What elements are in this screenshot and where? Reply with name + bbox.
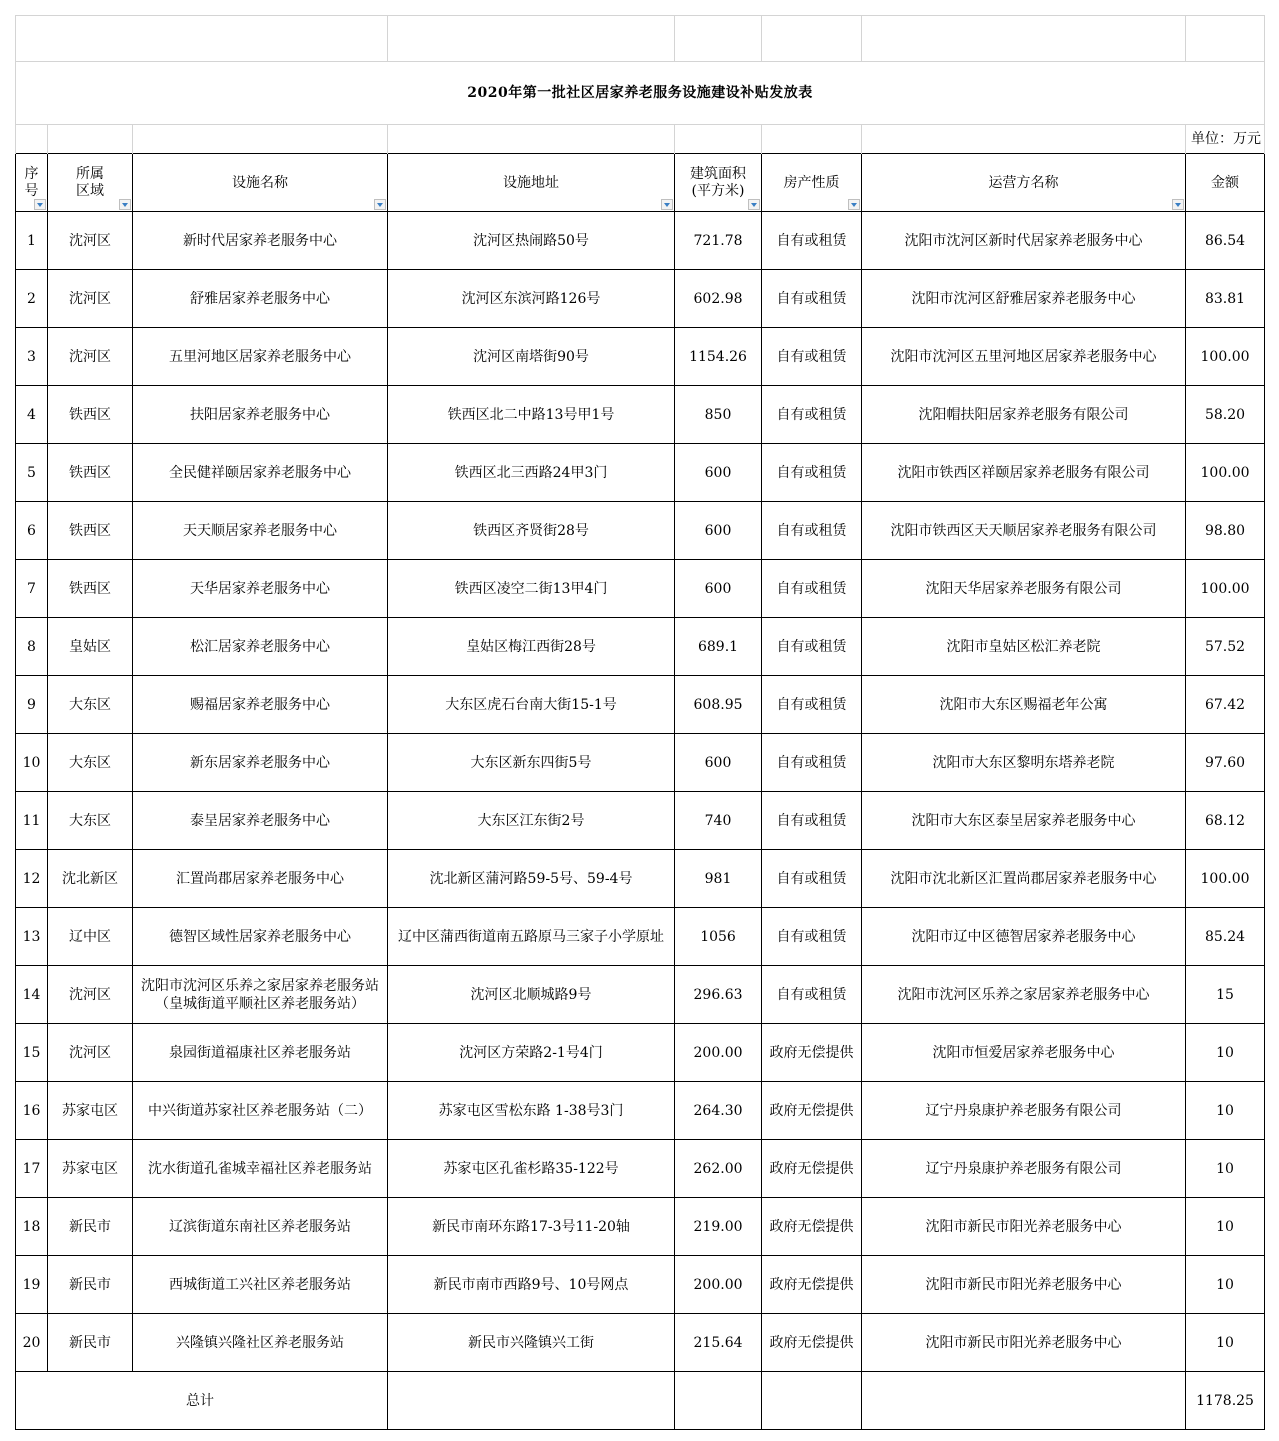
cell-district[interactable]: 铁西区 (48, 444, 133, 502)
cell-address[interactable]: 大东区虎石台南大街15-1号 (388, 676, 675, 734)
header-area-line1: 建筑面积 (690, 165, 747, 182)
cell-property[interactable]: 自有或租赁 (762, 618, 862, 676)
cell-district[interactable]: 新民市 (48, 1314, 133, 1372)
empty-cell[interactable] (675, 16, 762, 62)
cell-facility-name[interactable]: 兴隆镇兴隆社区养老服务站 (133, 1314, 388, 1372)
cell-district[interactable]: 辽中区 (48, 908, 133, 966)
header-district-line2: 区域 (76, 182, 104, 199)
unit-row (16, 125, 1265, 154)
cell-operator[interactable]: 沈阳市沈河区舒雅居家养老服务中心 (862, 270, 1186, 328)
empty-cell[interactable] (762, 16, 862, 62)
cell-no[interactable]: 13 (16, 908, 48, 966)
cell-area[interactable]: 600 (675, 734, 762, 792)
cell-property[interactable]: 自有或租赁 (762, 908, 862, 966)
cell-district[interactable]: 大东区 (48, 734, 133, 792)
filter-dropdown-icon[interactable] (1172, 199, 1184, 210)
cell-area[interactable]: 262.00 (675, 1140, 762, 1198)
cell-operator[interactable]: 沈阳市大东区泰呈居家养老服务中心 (862, 792, 1186, 850)
empty-cell[interactable] (675, 125, 762, 154)
cell-amount[interactable]: 10 (1186, 1140, 1265, 1198)
cell-no[interactable]: 6 (16, 502, 48, 560)
cell-no[interactable]: 10 (16, 734, 48, 792)
cell-amount[interactable]: 10 (1186, 1314, 1265, 1372)
cell-district[interactable]: 沈河区 (48, 966, 133, 1024)
table-row (16, 444, 1265, 502)
cell-area[interactable]: 600 (675, 560, 762, 618)
empty-cell[interactable] (862, 1372, 1186, 1430)
cell-no[interactable]: 7 (16, 560, 48, 618)
cell-amount[interactable]: 57.52 (1186, 618, 1265, 676)
cell-address[interactable]: 大东区新东四街5号 (388, 734, 675, 792)
filter-dropdown-icon[interactable] (748, 199, 760, 210)
cell-amount[interactable]: 86.54 (1186, 212, 1265, 270)
cell-facility-name[interactable]: 辽滨街道东南社区养老服务站 (133, 1198, 388, 1256)
header-operator[interactable] (862, 154, 1186, 212)
empty-cell[interactable] (1186, 16, 1265, 62)
table-row (16, 212, 1265, 270)
cell-facility-name[interactable]: 泰呈居家养老服务中心 (133, 792, 388, 850)
cell-no[interactable]: 9 (16, 676, 48, 734)
header-district[interactable] (48, 154, 133, 212)
cell-area[interactable]: 600 (675, 444, 762, 502)
header-address[interactable] (388, 154, 675, 212)
header-name[interactable] (133, 154, 388, 212)
table-row (16, 560, 1265, 618)
cell-operator[interactable]: 辽宁丹泉康护养老服务有限公司 (862, 1082, 1186, 1140)
cell-property[interactable]: 自有或租赁 (762, 444, 862, 502)
cell-operator[interactable]: 沈阳市辽中区德智居家养老服务中心 (862, 908, 1186, 966)
cell-district[interactable]: 沈河区 (48, 1024, 133, 1082)
cell-no[interactable]: 4 (16, 386, 48, 444)
cell-district[interactable]: 大东区 (48, 792, 133, 850)
cell-facility-name[interactable]: 天华居家养老服务中心 (133, 560, 388, 618)
table-row (16, 850, 1265, 908)
header-no[interactable] (16, 154, 48, 212)
cell-address[interactable]: 新民市南市西路9号、10号网点 (388, 1256, 675, 1314)
empty-cell[interactable] (862, 125, 1186, 154)
table-row (16, 908, 1265, 966)
cell-facility-name[interactable]: 中兴街道苏家社区养老服务站（二） (133, 1082, 388, 1140)
cell-address[interactable]: 沈河区南塔街90号 (388, 328, 675, 386)
table-row (16, 1314, 1265, 1372)
cell-address[interactable]: 苏家屯区雪松东路 1-38号3门 (388, 1082, 675, 1140)
cell-address[interactable]: 沈北新区蒲河路59-5号、59-4号 (388, 850, 675, 908)
filter-dropdown-icon[interactable] (34, 199, 46, 210)
header-area-line2: (平方米) (691, 182, 745, 199)
cell-no[interactable]: 11 (16, 792, 48, 850)
cell-area[interactable]: 981 (675, 850, 762, 908)
cell-area[interactable]: 219.00 (675, 1198, 762, 1256)
total-label[interactable]: 总计 (16, 1372, 388, 1430)
cell-operator[interactable]: 沈阳市铁西区祥颐居家养老服务有限公司 (862, 444, 1186, 502)
header-property-label: 房产性质 (783, 174, 840, 191)
cell-facility-name[interactable]: 德智区域性居家养老服务中心 (133, 908, 388, 966)
cell-address[interactable]: 铁西区齐贤街28号 (388, 502, 675, 560)
cell-operator[interactable]: 沈阳市沈河区五里河地区居家养老服务中心 (862, 328, 1186, 386)
header-name-label: 设施名称 (232, 174, 288, 191)
header-no-line2: 号 (24, 182, 39, 199)
cell-area[interactable]: 600 (675, 502, 762, 560)
cell-operator[interactable]: 沈阳市大东区黎明东塔养老院 (862, 734, 1186, 792)
cell-no[interactable]: 1 (16, 212, 48, 270)
cell-facility-name[interactable]: 舒雅居家养老服务中心 (133, 270, 388, 328)
cell-address[interactable]: 皇姑区梅江西街28号 (388, 618, 675, 676)
cell-facility-name[interactable]: 扶阳居家养老服务中心 (133, 386, 388, 444)
cell-facility-name[interactable]: 泉园街道福康社区养老服务站 (133, 1024, 388, 1082)
cell-facility-name[interactable]: 新时代居家养老服务中心 (133, 212, 388, 270)
cell-no[interactable]: 16 (16, 1082, 48, 1140)
cell-no[interactable]: 14 (16, 966, 48, 1024)
cell-amount[interactable]: 83.81 (1186, 270, 1265, 328)
title-row (16, 62, 1265, 125)
cell-property[interactable]: 自有或租赁 (762, 734, 862, 792)
empty-cell[interactable] (16, 16, 388, 62)
empty-cell[interactable] (762, 1372, 862, 1430)
cell-no[interactable]: 2 (16, 270, 48, 328)
cell-no[interactable]: 5 (16, 444, 48, 502)
cell-district[interactable]: 铁西区 (48, 386, 133, 444)
cell-property[interactable]: 自有或租赁 (762, 212, 862, 270)
cell-facility-name[interactable]: 松汇居家养老服务中心 (133, 618, 388, 676)
total-amount[interactable]: 1178.25 (1186, 1372, 1265, 1430)
table-row (16, 1140, 1265, 1198)
cell-property[interactable]: 政府无偿提供 (762, 1082, 862, 1140)
cell-amount[interactable]: 10 (1186, 1198, 1265, 1256)
cell-area[interactable]: 296.63 (675, 966, 762, 1024)
table-row (16, 328, 1265, 386)
cell-no[interactable]: 19 (16, 1256, 48, 1314)
cell-operator[interactable]: 沈阳市新民市阳光养老服务中心 (862, 1256, 1186, 1314)
cell-area[interactable]: 200.00 (675, 1256, 762, 1314)
cell-district[interactable]: 铁西区 (48, 560, 133, 618)
filter-dropdown-icon[interactable] (848, 199, 860, 210)
empty-top-row (16, 16, 1265, 62)
cell-property[interactable]: 自有或租赁 (762, 502, 862, 560)
cell-facility-name[interactable]: 五里河地区居家养老服务中心 (133, 328, 388, 386)
empty-cell[interactable] (388, 125, 675, 154)
cell-area[interactable]: 1056 (675, 908, 762, 966)
header-district-line1: 所属 (76, 165, 104, 182)
filter-dropdown-icon[interactable] (374, 199, 386, 210)
cell-district[interactable]: 沈河区 (48, 270, 133, 328)
filter-dropdown-icon[interactable] (119, 199, 131, 210)
table-row (16, 792, 1265, 850)
cell-area[interactable]: 215.64 (675, 1314, 762, 1372)
cell-amount[interactable]: 10 (1186, 1256, 1265, 1314)
cell-no[interactable]: 20 (16, 1314, 48, 1372)
cell-amount[interactable]: 100.00 (1186, 328, 1265, 386)
cell-property[interactable]: 自有或租赁 (762, 386, 862, 444)
cell-district[interactable]: 沈河区 (48, 328, 133, 386)
filter-dropdown-icon[interactable] (661, 199, 673, 210)
cell-property[interactable]: 自有或租赁 (762, 792, 862, 850)
cell-address[interactable]: 沈河区热闹路50号 (388, 212, 675, 270)
cell-operator[interactable]: 沈阳市大东区赐福老年公寓 (862, 676, 1186, 734)
cell-operator[interactable]: 沈阳天华居家养老服务有限公司 (862, 560, 1186, 618)
header-property[interactable] (762, 154, 862, 212)
cell-property[interactable]: 自有或租赁 (762, 966, 862, 1024)
cell-no[interactable]: 15 (16, 1024, 48, 1082)
cell-amount[interactable]: 100.00 (1186, 444, 1265, 502)
empty-cell[interactable] (675, 1372, 762, 1430)
header-address-label: 设施地址 (503, 174, 560, 191)
table-row (16, 1256, 1265, 1314)
cell-operator[interactable]: 沈阳市新民市阳光养老服务中心 (862, 1314, 1186, 1372)
cell-operator[interactable]: 沈阳市新民市阳光养老服务中心 (862, 1198, 1186, 1256)
cell-property[interactable]: 政府无偿提供 (762, 1024, 862, 1082)
cell-property[interactable]: 自有或租赁 (762, 328, 862, 386)
cell-property[interactable]: 自有或租赁 (762, 850, 862, 908)
cell-amount[interactable]: 97.60 (1186, 734, 1265, 792)
cell-facility-name[interactable]: 西城街道工兴社区养老服务站 (133, 1256, 388, 1314)
cell-property[interactable]: 政府无偿提供 (762, 1140, 862, 1198)
cell-district[interactable]: 沈北新区 (48, 850, 133, 908)
empty-cell[interactable] (48, 125, 133, 154)
cell-amount[interactable]: 67.42 (1186, 676, 1265, 734)
cell-property[interactable]: 政府无偿提供 (762, 1198, 862, 1256)
cell-facility-name[interactable]: 新东居家养老服务中心 (133, 734, 388, 792)
cell-property[interactable]: 政府无偿提供 (762, 1314, 862, 1372)
cell-amount[interactable]: 68.12 (1186, 792, 1265, 850)
cell-amount[interactable]: 98.80 (1186, 502, 1265, 560)
cell-address[interactable]: 大东区江东街2号 (388, 792, 675, 850)
cell-amount[interactable]: 100.00 (1186, 850, 1265, 908)
cell-amount[interactable]: 58.20 (1186, 386, 1265, 444)
cell-amount[interactable]: 100.00 (1186, 560, 1265, 618)
table-row (16, 966, 1265, 1024)
cell-district[interactable]: 大东区 (48, 676, 133, 734)
subsidy-table (15, 15, 1265, 1430)
cell-operator[interactable]: 沈阳市沈河区乐养之家居家养老服务中心 (862, 966, 1186, 1024)
cell-amount[interactable]: 10 (1186, 1024, 1265, 1082)
cell-property[interactable]: 自有或租赁 (762, 676, 862, 734)
cell-facility-name[interactable]: 天天顺居家养老服务中心 (133, 502, 388, 560)
table-row (16, 1198, 1265, 1256)
cell-operator[interactable]: 沈阳帽扶阳居家养老服务有限公司 (862, 386, 1186, 444)
table-row (16, 676, 1265, 734)
header-operator-label: 运营方名称 (988, 174, 1059, 191)
unit-label[interactable]: 单位：万元 (1186, 125, 1265, 154)
cell-address[interactable]: 铁西区凌空二街13甲4门 (388, 560, 675, 618)
cell-facility-name[interactable]: 沈水街道孔雀城幸福社区养老服务站 (133, 1140, 388, 1198)
cell-facility-name[interactable]: 赐福居家养老服务中心 (133, 676, 388, 734)
cell-address[interactable]: 沈河区东滨河路126号 (388, 270, 675, 328)
table-row (16, 386, 1265, 444)
cell-operator[interactable]: 沈阳市沈河区新时代居家养老服务中心 (862, 212, 1186, 270)
cell-address[interactable]: 新民市南环东路17-3号11-20轴 (388, 1198, 675, 1256)
cell-no[interactable]: 12 (16, 850, 48, 908)
cell-amount[interactable]: 85.24 (1186, 908, 1265, 966)
cell-district[interactable]: 皇姑区 (48, 618, 133, 676)
cell-operator[interactable]: 沈阳市恒爱居家养老服务中心 (862, 1024, 1186, 1082)
cell-area[interactable]: 850 (675, 386, 762, 444)
header-no-line1: 序 (24, 165, 39, 182)
table-row (16, 502, 1265, 560)
sheet-title[interactable]: 2020年第一批社区居家养老服务设施建设补贴发放表 (16, 62, 1265, 125)
total-row (16, 1372, 1265, 1430)
header-amount[interactable] (1186, 154, 1265, 212)
cell-address[interactable]: 苏家屯区孔雀杉路35-122号 (388, 1140, 675, 1198)
empty-cell[interactable] (16, 125, 48, 154)
cell-facility-name[interactable]: 沈阳市沈河区乐养之家居家养老服务站（皇城街道平顺社区养老服务站） (133, 966, 388, 1024)
cell-no[interactable]: 8 (16, 618, 48, 676)
cell-property[interactable]: 自有或租赁 (762, 560, 862, 618)
cell-address[interactable]: 铁西区北三西路24甲3门 (388, 444, 675, 502)
header-row (16, 154, 1265, 212)
cell-district[interactable]: 沈河区 (48, 212, 133, 270)
table-row (16, 270, 1265, 328)
empty-cell[interactable] (388, 1372, 675, 1430)
cell-area[interactable]: 608.95 (675, 676, 762, 734)
table-row (16, 734, 1265, 792)
cell-operator[interactable]: 沈阳市铁西区天天顺居家养老服务有限公司 (862, 502, 1186, 560)
cell-district[interactable]: 新民市 (48, 1256, 133, 1314)
cell-district[interactable]: 苏家屯区 (48, 1082, 133, 1140)
cell-facility-name[interactable]: 全民健祥颐居家养老服务中心 (133, 444, 388, 502)
cell-property[interactable]: 自有或租赁 (762, 270, 862, 328)
empty-cell[interactable] (388, 16, 675, 62)
cell-amount[interactable]: 10 (1186, 1082, 1265, 1140)
cell-address[interactable]: 新民市兴隆镇兴工街 (388, 1314, 675, 1372)
cell-area[interactable]: 264.30 (675, 1082, 762, 1140)
cell-operator[interactable]: 沈阳市皇姑区松汇养老院 (862, 618, 1186, 676)
cell-address[interactable]: 沈河区方荣路2-1号4门 (388, 1024, 675, 1082)
cell-facility-name[interactable]: 汇置尚郡居家养老服务中心 (133, 850, 388, 908)
cell-area[interactable]: 1154.26 (675, 328, 762, 386)
cell-address[interactable]: 沈河区北顺城路9号 (388, 966, 675, 1024)
cell-no[interactable]: 18 (16, 1198, 48, 1256)
table-row (16, 1082, 1265, 1140)
cell-area[interactable]: 740 (675, 792, 762, 850)
cell-address[interactable]: 铁西区北二中路13号甲1号 (388, 386, 675, 444)
cell-amount[interactable]: 15 (1186, 966, 1265, 1024)
header-amount-label: 金额 (1211, 174, 1240, 191)
cell-area[interactable]: 721.78 (675, 212, 762, 270)
cell-no[interactable]: 17 (16, 1140, 48, 1198)
empty-cell[interactable] (862, 16, 1186, 62)
cell-property[interactable]: 政府无偿提供 (762, 1256, 862, 1314)
cell-district[interactable]: 新民市 (48, 1198, 133, 1256)
cell-no[interactable]: 3 (16, 328, 48, 386)
empty-cell[interactable] (133, 125, 388, 154)
header-area[interactable] (675, 154, 762, 212)
table-row (16, 1024, 1265, 1082)
table-row (16, 618, 1265, 676)
cell-area[interactable]: 200.00 (675, 1024, 762, 1082)
cell-district[interactable]: 苏家屯区 (48, 1140, 133, 1198)
cell-operator[interactable]: 辽宁丹泉康护养老服务有限公司 (862, 1140, 1186, 1198)
cell-operator[interactable]: 沈阳市沈北新区汇置尚郡居家养老服务中心 (862, 850, 1186, 908)
empty-cell[interactable] (762, 125, 862, 154)
cell-area[interactable]: 602.98 (675, 270, 762, 328)
cell-district[interactable]: 铁西区 (48, 502, 133, 560)
cell-address[interactable]: 辽中区蒲西街道南五路原马三家子小学原址 (388, 908, 675, 966)
cell-area[interactable]: 689.1 (675, 618, 762, 676)
